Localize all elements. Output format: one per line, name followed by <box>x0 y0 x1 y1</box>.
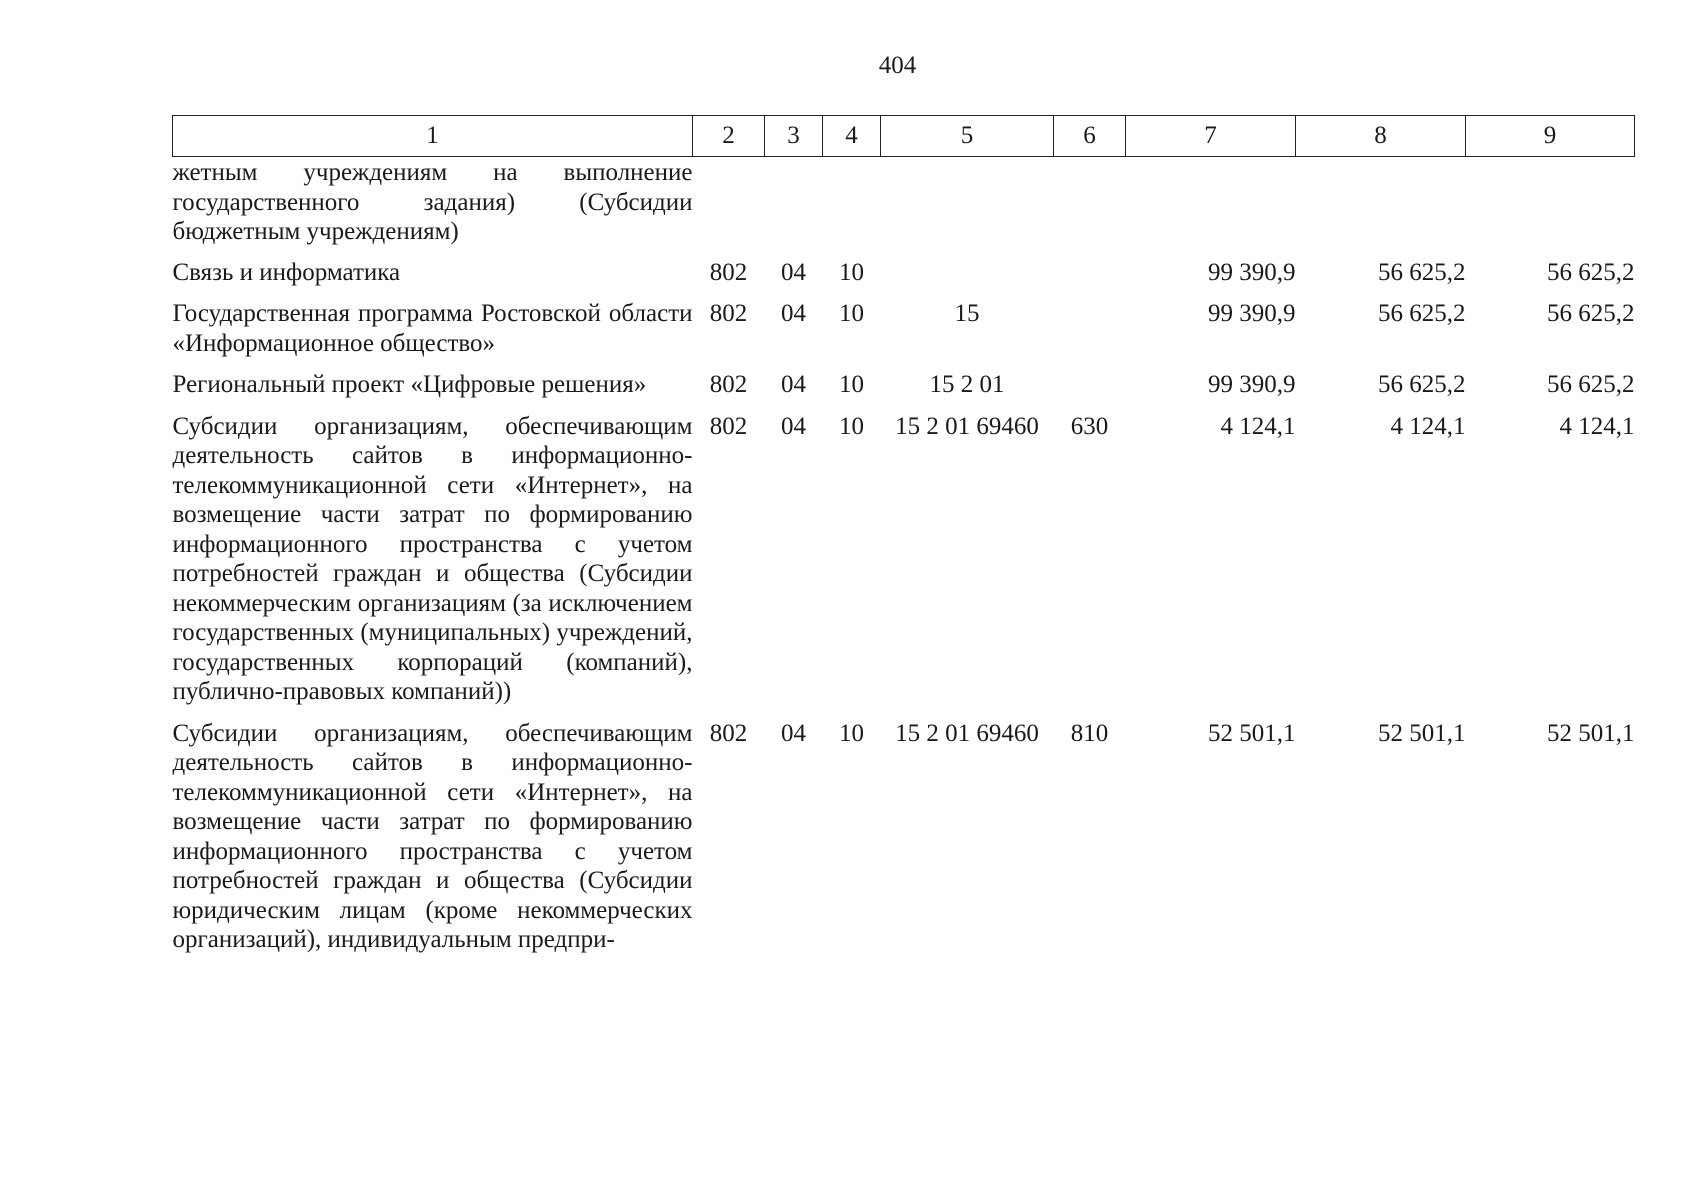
column-header: 9 <box>1466 116 1635 157</box>
ministry-code: 802 <box>709 412 748 440</box>
column-header: 2 <box>693 116 765 157</box>
ministry-code: 802 <box>709 371 748 398</box>
row-description: Государственная программа Ростовской области «Информационное общество» <box>172 300 693 357</box>
row-description: Связь и информатика <box>172 258 401 286</box>
section-code: 04 <box>781 412 806 440</box>
table-row <box>173 719 1635 955</box>
amount-col-8: 56 625,2 <box>1378 300 1466 327</box>
table-header-row <box>173 116 1635 157</box>
section-code: 04 <box>781 300 806 327</box>
amount-col-8: 56 625,2 <box>1378 258 1466 286</box>
amount-col-9: 56 625,2 <box>1547 371 1635 398</box>
budget-table <box>172 115 1635 955</box>
column-header: 4 <box>823 116 881 157</box>
amount-col-9: 56 625,2 <box>1547 300 1635 327</box>
subsection-code <box>823 157 881 258</box>
column-header: 8 <box>1296 116 1466 157</box>
row-description: Субсидии организациям, обеспечивающим деятельность сайтов в информационно-телекоммуникационной сети «Интернет», на возмещение части затрат по формированию информационного пространства с учетом потребностей граждан и общества (Субсидии юридическим лицам (кроме некоммерческих организаций), индивидуальным предпри- <box>172 719 693 953</box>
section-code: 04 <box>781 719 806 747</box>
column-header: 3 <box>765 116 823 157</box>
amount-col-7: 99 390,9 <box>1208 300 1296 327</box>
amount-col-7 <box>1126 157 1296 258</box>
table-row <box>173 412 1635 719</box>
amount-col-9: 4 124,1 <box>1559 412 1635 440</box>
section-code <box>765 157 823 258</box>
amount-col-8 <box>1296 157 1466 258</box>
amount-col-9: 52 501,1 <box>1547 719 1635 747</box>
amount-col-8: 56 625,2 <box>1378 371 1466 398</box>
amount-col-7: 52 501,1 <box>1208 719 1296 747</box>
row-description: Субсидии организациям, обеспечивающим деятельность сайтов в информационно-телекоммуникационной сети «Интернет», на возмещение части затрат по формированию информационного пространства с учетом потребностей граждан и общества (Субсидии некоммерческим организациям (за исключением государственных (муниципальных) учреждений, государственных корпораций (компаний), публично-правовых компаний)) <box>172 412 693 705</box>
column-header: 1 <box>173 116 693 157</box>
target-article-code: 15 2 01 69460 <box>895 719 1039 747</box>
target-article-code: 15 2 01 <box>929 371 1005 398</box>
column-header: 7 <box>1126 116 1296 157</box>
subsection-code: 10 <box>839 371 864 398</box>
ministry-code: 802 <box>709 719 748 747</box>
target-article-code: 15 <box>954 300 980 327</box>
expense-type-code <box>1054 299 1126 370</box>
column-header: 6 <box>1054 116 1126 157</box>
table-row <box>173 370 1635 412</box>
ministry-code: 802 <box>709 258 748 286</box>
expense-type-code <box>1054 370 1126 412</box>
section-code: 04 <box>781 371 806 398</box>
row-description: Региональный проект «Цифровые решения» <box>172 371 647 398</box>
target-article-code: 15 2 01 69460 <box>895 412 1039 440</box>
expense-type-code <box>1054 258 1126 300</box>
expense-type-code: 810 <box>1070 719 1109 747</box>
subsection-code: 10 <box>839 258 864 286</box>
amount-col-7: 4 124,1 <box>1220 412 1296 440</box>
ministry-code <box>693 157 765 258</box>
amount-col-8: 4 124,1 <box>1390 412 1466 440</box>
amount-col-7: 99 390,9 <box>1208 371 1296 398</box>
expense-type-code <box>1054 157 1126 258</box>
amount-col-9: 56 625,2 <box>1547 258 1635 286</box>
page-number: 404 <box>878 52 917 79</box>
table-row <box>173 157 1635 258</box>
subsection-code: 10 <box>839 300 864 327</box>
section-code: 04 <box>781 258 806 286</box>
subsection-code: 10 <box>839 719 864 747</box>
column-header: 5 <box>881 116 1054 157</box>
amount-col-9 <box>1466 157 1635 258</box>
table-row <box>173 258 1635 300</box>
amount-col-7: 99 390,9 <box>1208 258 1296 286</box>
table-row <box>173 299 1635 370</box>
amount-col-8: 52 501,1 <box>1378 719 1466 747</box>
expense-type-code: 630 <box>1070 412 1109 440</box>
target-article-code <box>881 157 1054 258</box>
subsection-code: 10 <box>839 412 864 440</box>
ministry-code: 802 <box>709 300 748 327</box>
target-article-code <box>881 258 1054 300</box>
row-description: жетным учреждениям на выполнение государственного задания) (Субсидии бюджетным учреждениям) <box>172 159 693 245</box>
